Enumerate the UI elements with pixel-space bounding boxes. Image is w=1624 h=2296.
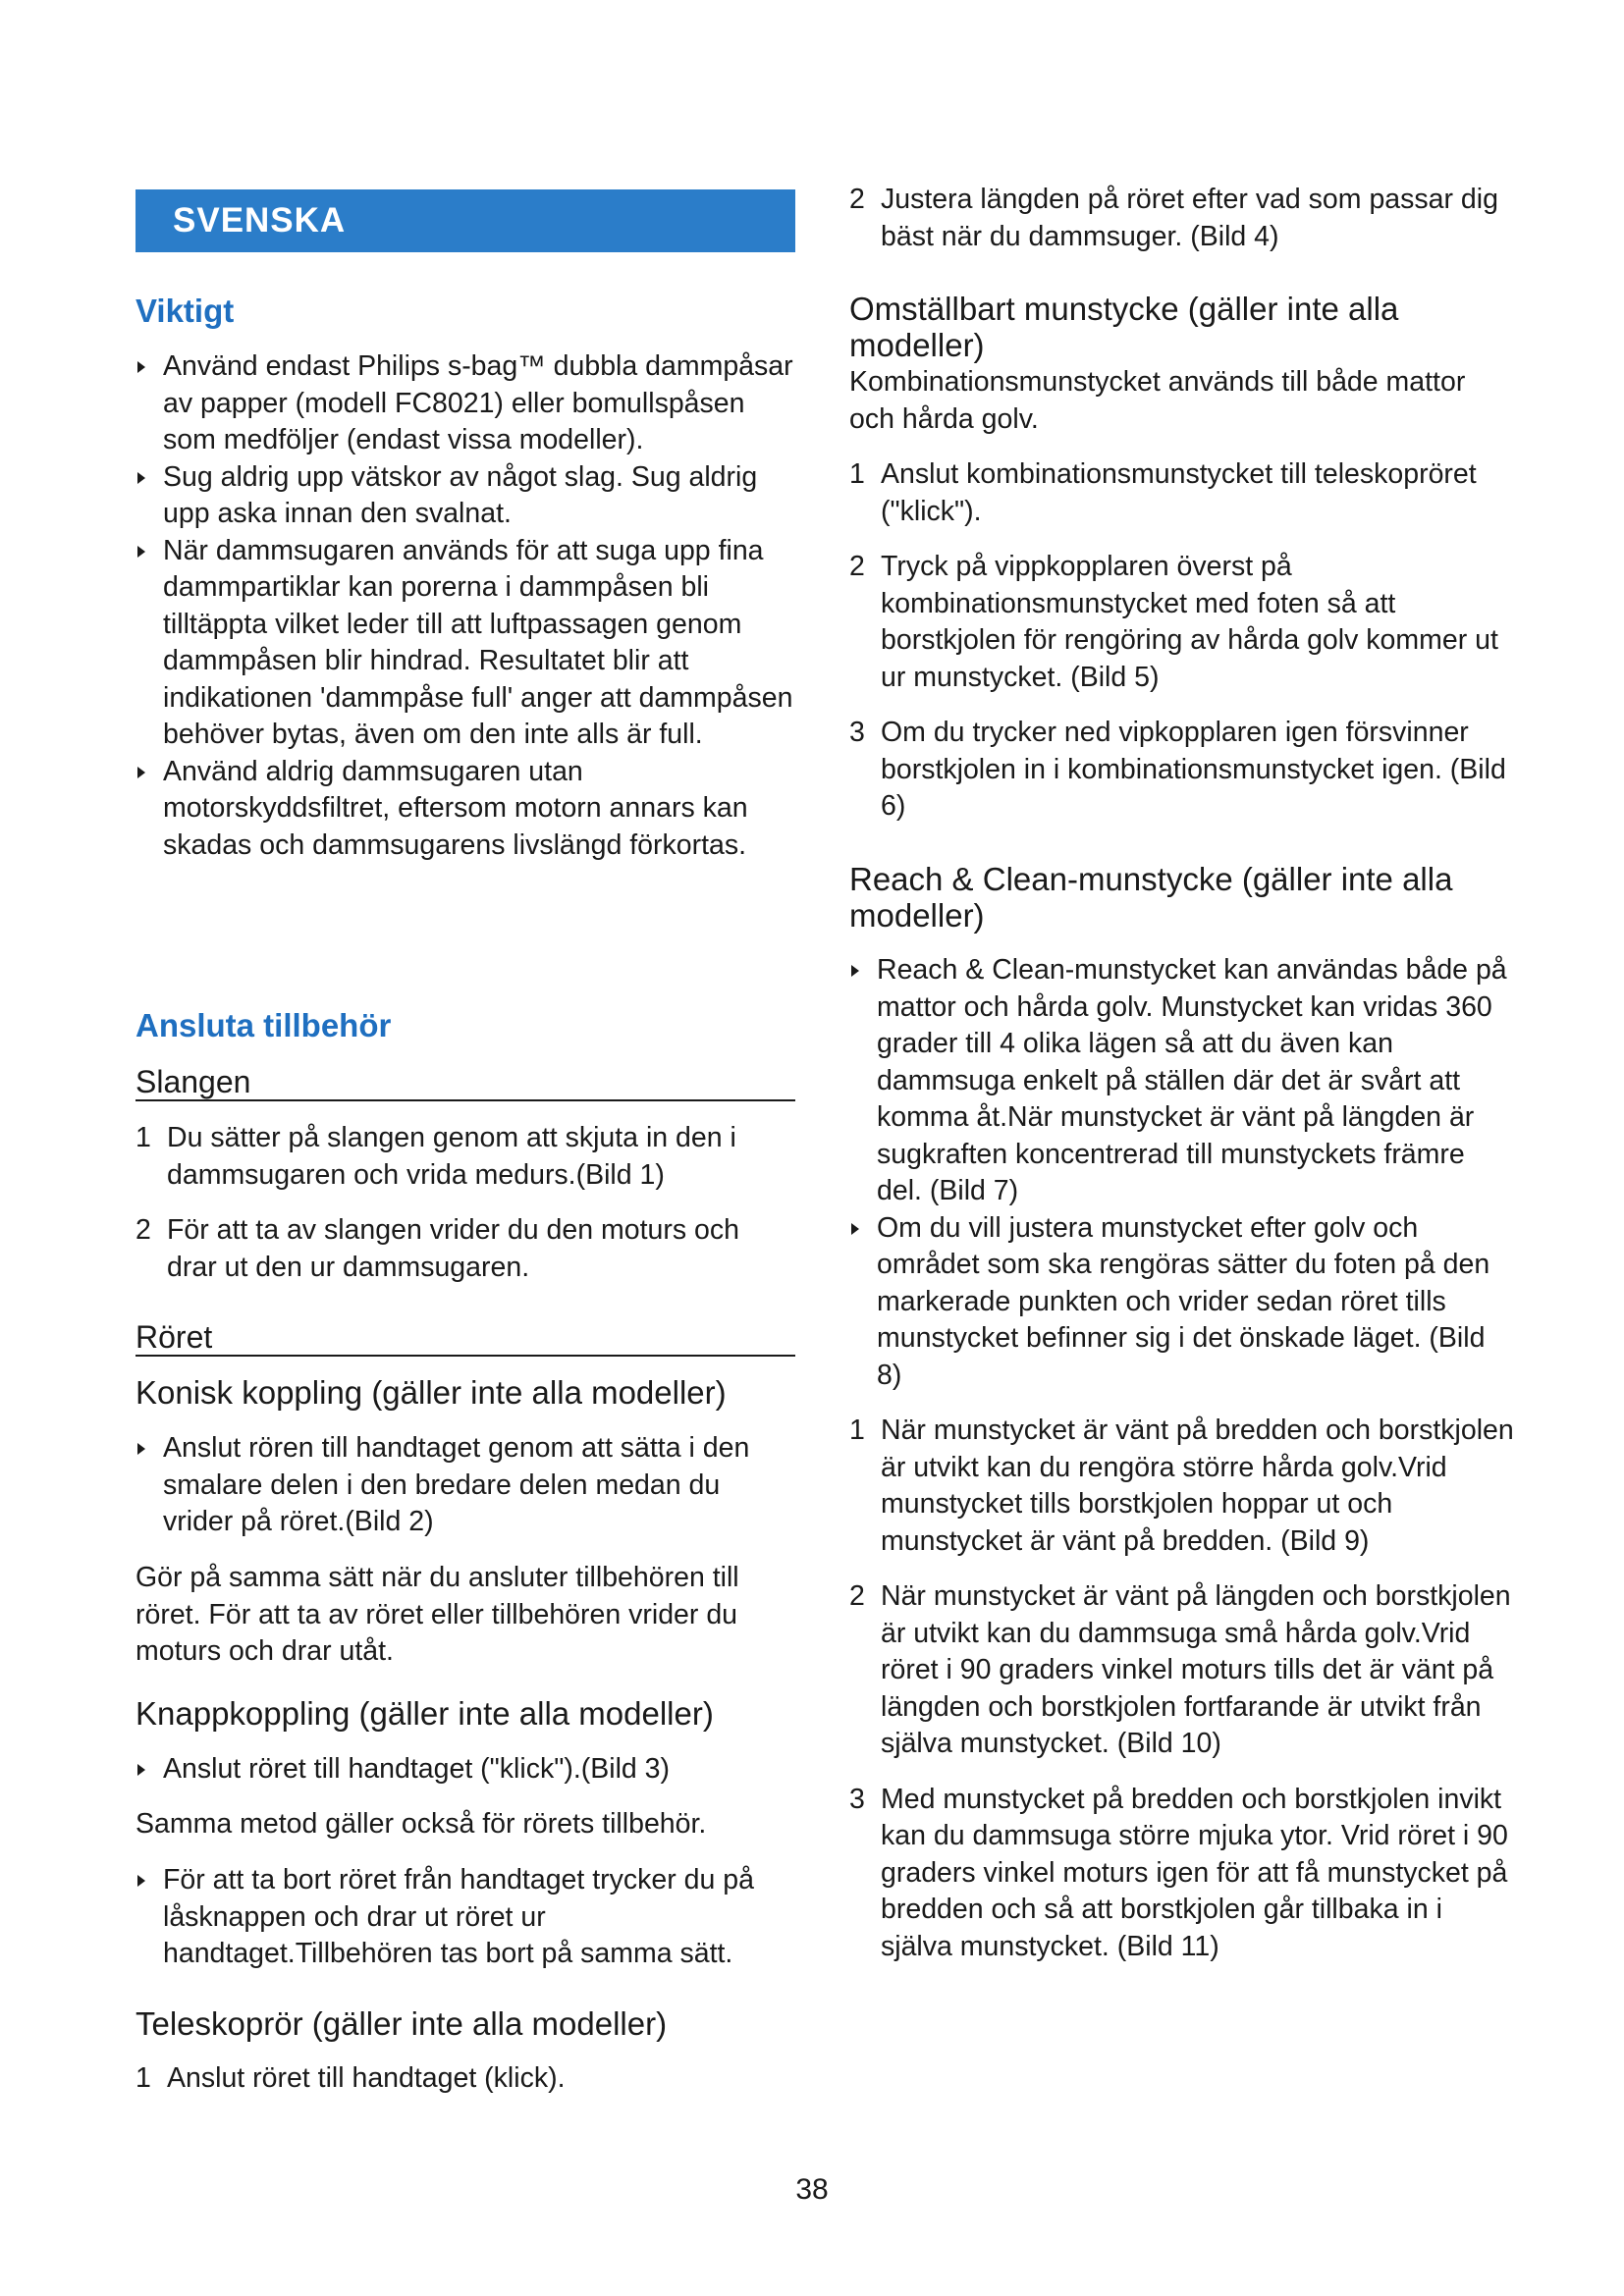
list-item: Anslut röret till handtaget ("klick").(Bild 3) xyxy=(135,1751,795,1789)
bullet-arrow-icon xyxy=(137,472,145,484)
page-number: 38 xyxy=(795,2173,829,2206)
omstallbart-steps xyxy=(849,456,1517,826)
subheading-slangen: Slangen xyxy=(135,1064,795,1101)
heading-viktigt: Viktigt xyxy=(135,293,235,329)
step-item: 2 Tryck på vippkopplaren överst på kombinationsmunstycket med foten så att borstkjolen för rengöring av hårda golv kommer ut ur munstycket. (Bild 5) xyxy=(849,551,1498,693)
step-item: 2 När munstycket är vänt på längden och borstkjolen är utvikt kan du dammsuga små hårda golv.Vrid röret i 90 graders vinkel moturs tills det är vänt på längden och borstkjolen fortfarande är utvikt från själva munstycket. (Bild 10) xyxy=(849,1580,1511,1759)
step-item: 1 När munstycket är vänt på bredden och borstkjolen är utvikt kan du rengöra större hårda golv.Vrid munstycket tills borstkjolen hoppar ut och munstycket är vänt på bredden. (Bild 9) xyxy=(849,1415,1514,1557)
list-item: När dammsugaren används för att suga upp fina dammpartiklar kan porerna i dammpåsen bli tilltäppta vilket leder till att luftpassagen genom dammpåsen blir hindrad. Resultatet blir att indikationen 'dammpåse full' anger att dammpåsen behöver bytas, även om den inte alls är full. xyxy=(135,533,795,754)
list-item: Använd endast Philips s-bag™ dubbla dammpåsar av papper (modell FC8021) eller bomullspåsen som medföljer (endast vissa modeller). xyxy=(135,348,795,459)
step-item: 2 För att ta av slangen vrider du den moturs och drar ut den ur dammsugaren. xyxy=(135,1214,739,1283)
heading-omstallbart-munstycke: Omställbart munstycke (gäller inte alla modeller) xyxy=(849,291,1399,363)
knapp-note: Samma metod gäller också för rörets tillbehör. xyxy=(135,1808,707,1840)
knapp-list-1 xyxy=(135,1751,795,1789)
step-item: 3 Om du trycker ned vipkopplaren igen försvinner borstkjolen in i kombinationsmunstycket igen. (Bild 6) xyxy=(849,717,1506,822)
heading-ansluta-tillbehor: Ansluta tillbehör xyxy=(135,1007,392,1043)
teleskop-steps-continued xyxy=(849,182,1517,255)
list-item: Om du vill justera munstycket efter golv och området som ska rengöras sätter du foten på den markerade punkten och vrider sedan röret tills munstycket befinner sig i det önskade läget. (Bild 8) xyxy=(849,1210,1517,1395)
heading-teleskoprör: Teleskoprör (gäller inte alla modeller) xyxy=(135,2005,668,2042)
step-item: 2 Justera längden på röret efter vad som passar dig bäst när du dammsuger. (Bild 4) xyxy=(849,184,1498,252)
list-item: Sug aldrig upp vätskor av något slag. Sug aldrig upp aska innan den svalnat. xyxy=(135,459,795,533)
bullet-arrow-icon xyxy=(137,1443,145,1455)
bullet-arrow-icon xyxy=(137,1875,145,1887)
list-item: För att ta bort röret från handtaget trycker du på låsknappen och drar ut röret ur handtaget.Tillbehören tas bort på samma sätt. xyxy=(135,1862,795,1973)
bullet-arrow-icon xyxy=(137,546,145,558)
slangen-steps xyxy=(135,1120,795,1286)
knapp-list-2 xyxy=(135,1862,795,1973)
heading-knappkoppling: Knappkoppling (gäller inte alla modeller) xyxy=(135,1695,714,1732)
bullet-arrow-icon xyxy=(137,361,145,373)
heading-reach-clean: Reach & Clean-munstycke (gäller inte alla modeller) xyxy=(849,861,1453,934)
reach-steps xyxy=(849,1413,1517,1965)
omstallbart-intro: Kombinationsmunstycket används till både mattor och hårda golv. xyxy=(849,366,1466,435)
list-item: Anslut rören till handtaget genom att sätta i den smalare delen i den bredare delen medan du vrider på röret.(Bild 2) xyxy=(135,1430,795,1541)
teleskop-steps xyxy=(135,2060,795,2098)
language-banner: SVENSKA xyxy=(135,189,795,252)
konisk-list xyxy=(135,1430,795,1541)
step-item: 3 Med munstycket på bredden och borstkjolen invikt kan du dammsuga större mjuka ytor. Vrid röret i 90 graders vinkel moturs igen för att få munstycket på bredden och så att borstkjolen går tillbaka in i själva munstycket. (Bild 11) xyxy=(849,1783,1508,1962)
list-item: Reach & Clean-munstycket kan användas både på mattor och hårda golv. Munstycket kan vridas 360 grader till 4 olika lägen så att du även kan dammsuga enkelt på ställen där det är svårt att komma åt.När munstycket är vänt på längden är sugkraften koncentrerad till munstyckets främre del. (Bild 7) xyxy=(849,952,1517,1210)
step-item: 1 Du sätter på slangen genom att skjuta in den i dammsugaren och vrida medurs.(Bild 1) xyxy=(135,1122,736,1191)
reach-list xyxy=(849,952,1517,1394)
bullet-arrow-icon xyxy=(137,1764,145,1776)
heading-konisk-koppling: Konisk koppling (gäller inte alla modeller) xyxy=(135,1374,727,1411)
bullet-arrow-icon xyxy=(851,965,859,977)
step-item: 1 Anslut röret till handtaget (klick). xyxy=(135,2062,566,2094)
subheading-roret: Röret xyxy=(135,1319,795,1357)
viktigt-list xyxy=(135,348,795,864)
bullet-arrow-icon xyxy=(851,1223,859,1235)
list-item: Använd aldrig dammsugaren utan motorskyddsfiltret, eftersom motorn annars kan skadas och dammsugarens livslängd förkortas. xyxy=(135,754,795,865)
step-item: 1 Anslut kombinationsmunstycket till teleskopröret ("klick"). xyxy=(849,458,1477,527)
konisk-note: Gör på samma sätt när du ansluter tillbehören till röret. För att ta av röret eller tillbehören vrider du moturs och drar utåt. xyxy=(135,1562,739,1667)
bullet-arrow-icon xyxy=(137,767,145,778)
